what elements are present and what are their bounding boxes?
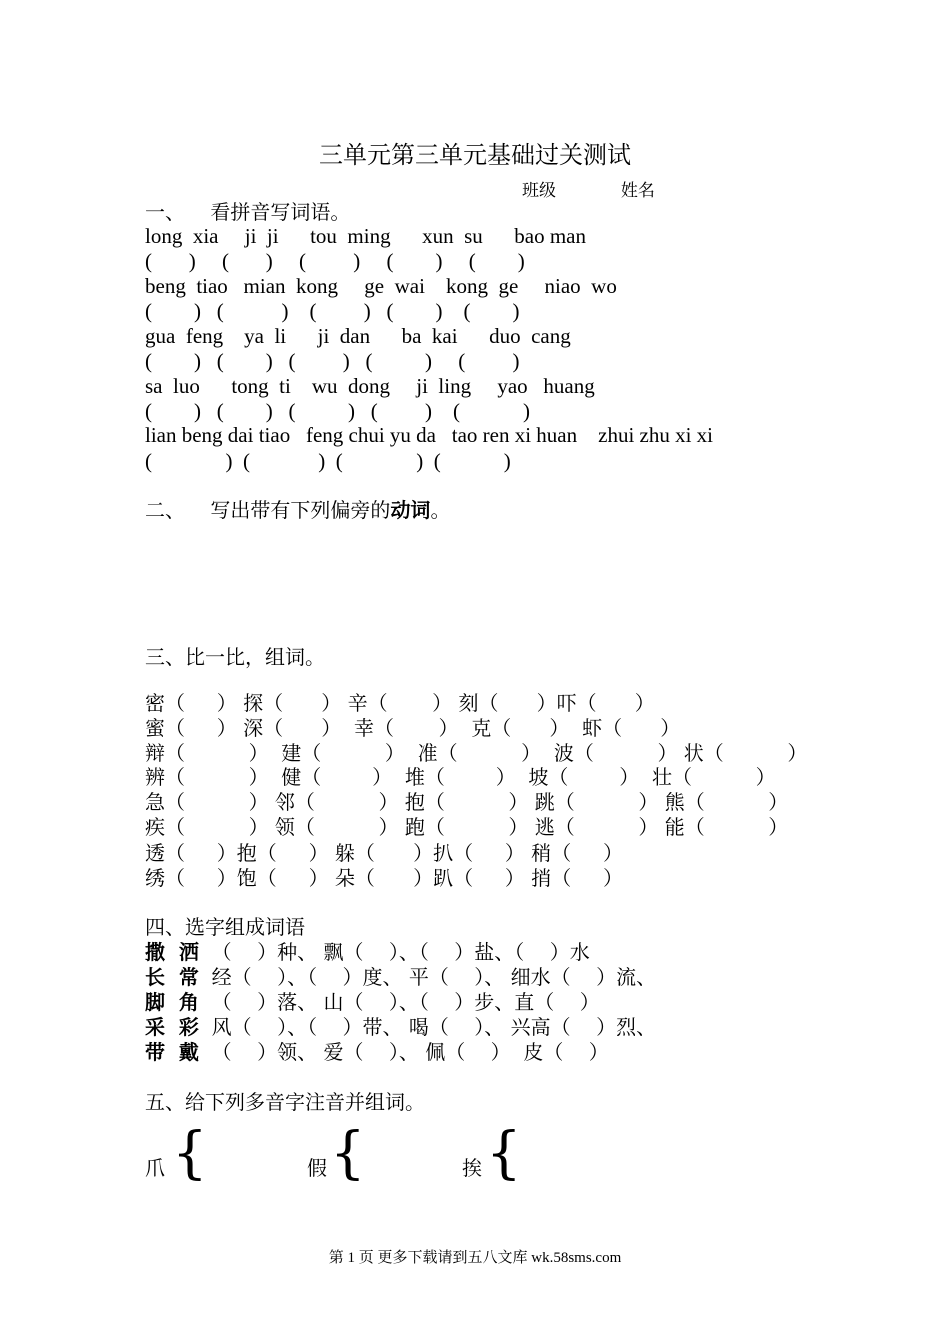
section-2-heading (145, 498, 450, 523)
class-name-line: 班级 姓名 (522, 181, 655, 201)
word-choice-row (145, 940, 590, 965)
section-2-suffix: 。 (430, 498, 451, 522)
pinyin-row: sa luo tong ti wu dong ji ling yao huang (145, 374, 595, 398)
choice-blanks: 经（ ）、（ ）度、 平（ ）、 细水（ ）流、 (198, 965, 657, 989)
answer-blank-row: ( ) ( ) ( ) ( ) ( ) (145, 249, 525, 273)
choice-blanks: （ ）领、 爱（ ）、 佩（ ） 皮（ ） (198, 1040, 609, 1064)
answer-blank-row: ( ) ( ) ( ) ( ) ( ) (145, 349, 520, 373)
answer-blank-row: ( ) ( ) ( ) ( ) ( ) (145, 399, 530, 423)
section-4-heading: 四、选字组成词语 (145, 915, 305, 939)
left-brace: { (330, 1121, 366, 1186)
compare-row: 绣（ ）饱（ ） 朵（ ）趴（ ） 捎（ ） (145, 866, 624, 890)
pinyin-row: beng tiao mian kong ge wai kong ge niao wo (145, 274, 617, 298)
section-3-heading: 三、比一比，组词。 (145, 645, 325, 669)
section-5-heading: 五、给下列多音字注音并组词。 (145, 1090, 425, 1114)
pinyin-row: long xia ji ji tou ming xun su bao man (145, 224, 586, 248)
compare-row: 蜜（ ） 深（ ） 幸（ ） 克（ ） 虾（ ） (145, 716, 681, 740)
word-choice-row (145, 965, 656, 990)
choice-chars: 带 戴 (145, 1040, 199, 1064)
page-title: 三单元第三单元基础过关测试 (319, 141, 631, 169)
answer-blank-row: ( ) ( ) ( ) ( ) (145, 449, 511, 473)
word-choice-row (145, 1015, 656, 1040)
word-choice-row (145, 990, 600, 1015)
choice-chars: 脚 角 (145, 990, 199, 1014)
compare-row: 急（ ） 邻（ ） 抱（ ） 跳（ ） 熊（ ） (145, 790, 789, 814)
compare-row: 辨（ ） 健（ ） 堆（ ） 坡（ ） 壮（ ） (145, 765, 776, 789)
compare-row: 辩（ ） 建（ ） 准（ ） 波（ ） 状（ ） (145, 741, 808, 765)
polyphone-char: 假 (307, 1156, 327, 1180)
choice-blanks: （ ）落、 山（ ）、（ ）步、直（ ） (198, 990, 600, 1014)
page-footer: 第 1 页 更多下载请到五八文库 wk.58sms.com (328, 1250, 622, 1266)
choice-blanks: （ ）种、 飘（ ）、（ ）盐、（ ）水 (198, 940, 590, 964)
choice-chars: 长 常 (145, 965, 199, 989)
left-brace: { (172, 1121, 208, 1186)
compare-row: 密（ ） 探（ ） 辛（ ） 刻（ ）吓（ ） (145, 691, 655, 715)
pinyin-row: gua feng ya li ji dan ba kai duo cang (145, 324, 571, 348)
compare-row: 透（ ）抱（ ） 躲（ ）扒（ ） 稍（ ） (145, 841, 624, 865)
section-2-bold-word: 动词 (390, 498, 431, 522)
choice-blanks: 风（ ）、（ ）带、 喝（ ）、 兴高（ ）烈、 (198, 1015, 657, 1039)
polyphone-char: 爪 (145, 1156, 165, 1180)
compare-row: 疾（ ） 领（ ） 跑（ ） 逃（ ） 能（ ） (145, 815, 789, 839)
section-2-prefix: 二、 写出带有下列偏旁的 (145, 498, 391, 522)
left-brace: { (486, 1121, 522, 1186)
choice-chars: 采 彩 (145, 1015, 199, 1039)
choice-chars: 撒 洒 (145, 940, 199, 964)
answer-blank-row: ( ) ( ) ( ) ( ) ( ) (145, 299, 520, 323)
section-1-heading: 一、 看拼音写词语。 (145, 200, 351, 224)
word-choice-row (145, 1040, 609, 1065)
pinyin-row: lian beng dai tiao feng chui yu da tao ren xi huan zhui zhu xi xi (145, 423, 714, 447)
polyphone-char: 挨 (462, 1156, 482, 1180)
